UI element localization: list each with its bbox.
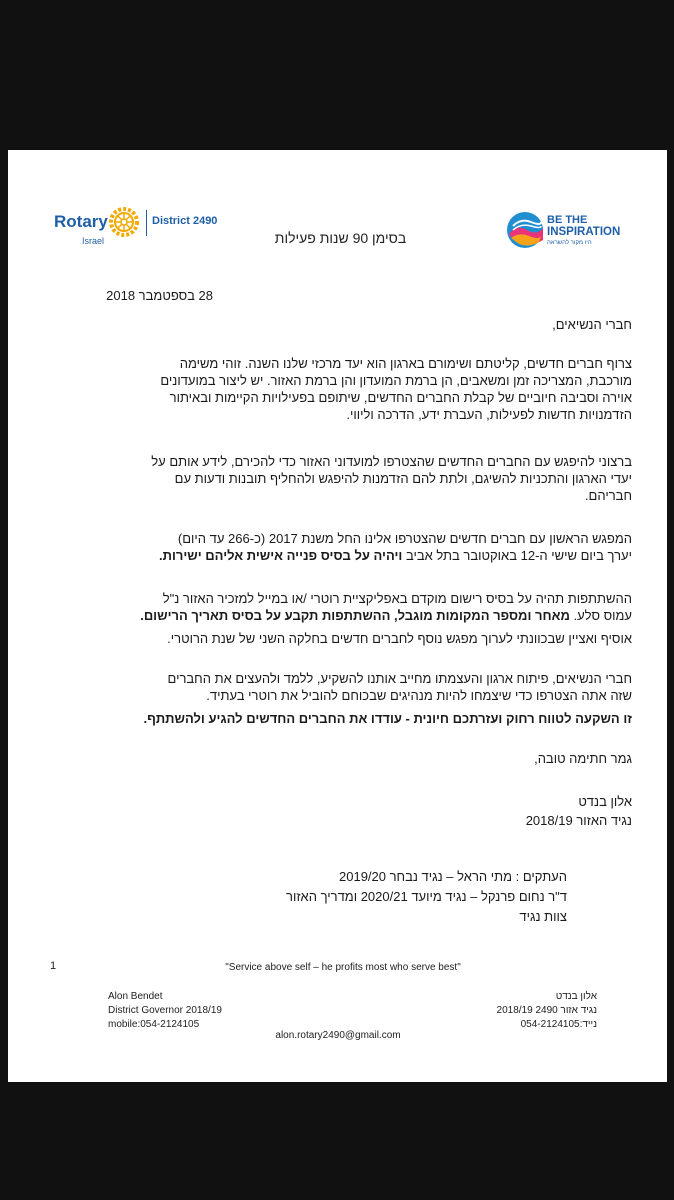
letter-page: [8, 150, 667, 1082]
paragraph-6: [106, 670, 632, 704]
letterhead: [8, 150, 667, 260]
rotary-wheel-icon: [108, 206, 140, 238]
paragraph-2: [106, 453, 632, 504]
closing: גמר חתימה טובה,: [534, 751, 632, 766]
paragraph-line: חברי הנשיאים, פיתוח ארגון והעצמתו מחייב אותנו להשקיע, ללמד ולהעצים את החברים: [167, 671, 632, 686]
paragraph-line: שזה אתה הצטרפו כדי שיצמחו להיות מנהיגים שבכוחם להוביל את רוטרי בעתיד.: [206, 688, 632, 703]
paragraph-emphasis: מאחר ומספר המקומות מוגבל, ההשתתפות תקבע על בסיס תאריך הרישום.: [140, 608, 570, 623]
paragraph-emphasis: ויהיה על בסיס פנייה אישית אליהם ישירות.: [159, 548, 403, 563]
rotary-district: District 2490: [152, 215, 218, 227]
greeting: חברי הנשיאים,: [552, 317, 632, 332]
paragraph-line: חבריהם.: [584, 488, 632, 503]
paragraph-line: אוסיף ואציין שבכוונתי לערוך מפגש נוסף לחברים חדשים בחלקה השני של שנת הרוטרי.: [167, 631, 632, 646]
paragraph-text: עמוס סלע.: [569, 608, 632, 623]
paragraph-5: [106, 630, 632, 647]
cc-list: [286, 868, 567, 928]
rotary-logo: [54, 206, 224, 254]
cc-line: העתקים : מתי הראל – נגיד נבחר 2019/20: [339, 869, 567, 884]
paragraph-3: [106, 530, 632, 564]
footer-contact-english: [108, 990, 222, 1032]
paragraph-4: [106, 590, 632, 624]
theme-line-1: BE THE: [547, 214, 588, 226]
signer-title: נגיד האזור 2018/19: [525, 813, 632, 828]
rotary-country: Israel: [82, 236, 105, 246]
footer-title: נגיד אזור 2490 2018/19: [496, 1005, 597, 1016]
logo-divider: [146, 210, 147, 236]
paragraph-line: הזדמנויות חדשות לפעילות, העברת ידע, הדרכה וליווי.: [346, 407, 632, 422]
paragraph-7: [106, 710, 632, 727]
footer-phone: נייד:054-2124105: [520, 1019, 597, 1030]
footer-email[interactable]: alon.rotary2490@gmail.com: [275, 1030, 401, 1041]
footer-name: Alon Bendet: [108, 991, 163, 1002]
cc-line: ד"ר נחום פרנקל – נגיד מיועד 2020/21 ומדריך האזור: [286, 889, 567, 904]
paragraph-line: [106, 607, 632, 624]
theme-line-3: היו מקור להשראה: [547, 240, 592, 246]
footer-phone: mobile:054-2124105: [108, 1019, 200, 1030]
paragraph-1: [106, 355, 632, 423]
signer-name: אלון בנדט: [578, 794, 632, 809]
footer-motto: "Service above self – he profits most who serve best": [225, 962, 461, 973]
paragraph-line: צרוף חברים חדשים, קליטתם ושימורם בארגון הוא יעד מרכזי שלנו השנה. זוהי משימה: [179, 356, 632, 371]
paragraph-text: יערך ביום שישי ה-12 באוקטובר בתל אביב: [402, 548, 632, 563]
rotary-wordmark: Rotary: [54, 212, 108, 231]
anniversary-heading: בסימן 90 שנות פעילות: [274, 230, 407, 246]
paragraph-line: [106, 547, 632, 564]
paragraph-line: יעדי הארגון והתכניות להשיגם, ולתת להם הזדמנות להיפגש ולהחליף תובנות ודעות עם: [174, 471, 632, 486]
be-the-inspiration-logo: [505, 210, 645, 254]
footer-contact-hebrew: [497, 990, 597, 1032]
theme-line-2: INSPIRATION: [547, 226, 621, 238]
page-number: 1: [50, 960, 57, 972]
inspiration-swirl-icon: [505, 210, 545, 250]
paragraph-line: המפגש הראשון עם חברים חדשים שהצטרפו אלינו החל משנת 2017 (כ-266 עד היום): [177, 531, 632, 546]
cc-line: צוות נגיד: [519, 909, 567, 924]
footer-name: אלון בנדט: [555, 991, 597, 1002]
footer-title: District Governor 2018/19: [108, 1005, 222, 1016]
paragraph-line: מורכבת, המצריכה זמן ומשאבים, הן ברמת המועדון והן ברמת האזור. יש ליצור במועדונים: [160, 373, 632, 388]
paragraph-line: ברצוני להיפגש עם החברים החדשים שהצטרפו למועדוני האזור כדי להכירם, לידע אותם על: [151, 454, 632, 469]
paragraph-line: אוירה וסביבה חיוביים של קבלת החברים החדשים, שיתופם בפעילויות הקיימות ובאיתור: [169, 390, 632, 405]
paragraph-line: זו השקעה לטווח רחוק ועזרתכם חיונית - עודדו את החברים החדשים להגיע ולהשתתף.: [143, 711, 632, 726]
letter-date: 28 בספטמבר 2018: [106, 288, 213, 303]
paragraph-line: ההשתתפות תהיה על בסיס רישום מוקדם באפליקציית רוטרי /או במייל למזכיר האזור נ"ל: [162, 591, 632, 606]
